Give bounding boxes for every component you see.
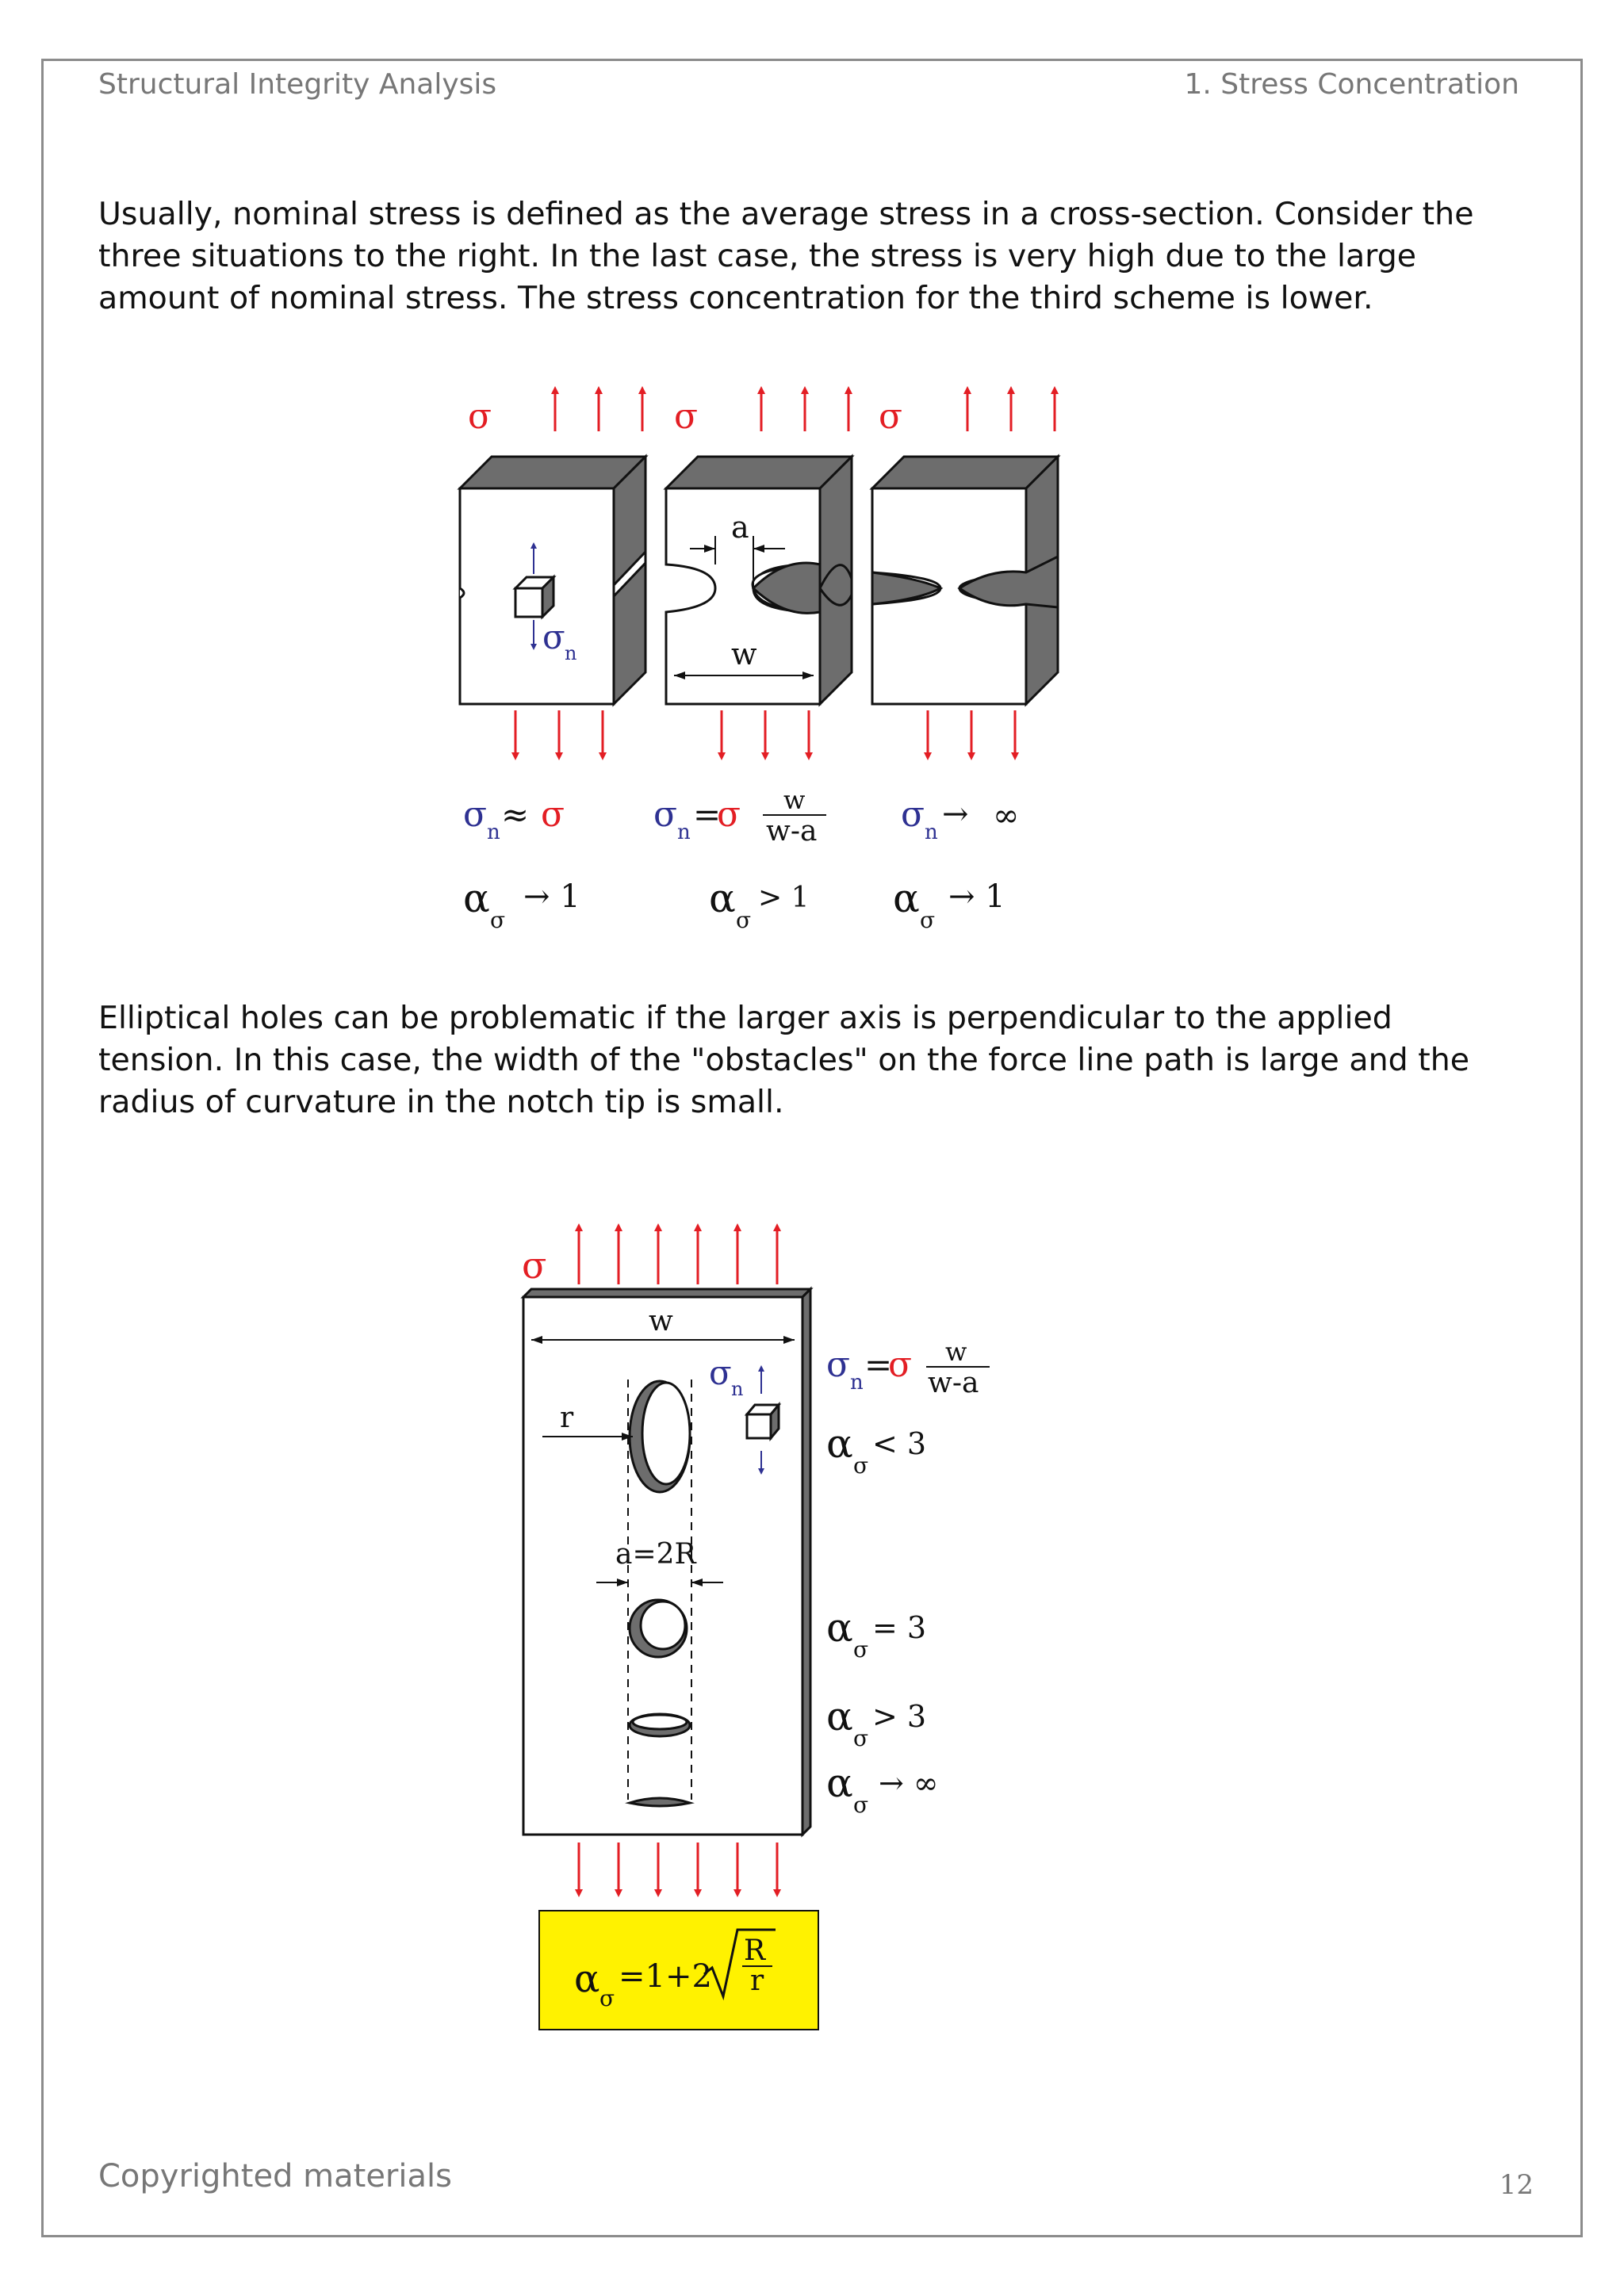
eq2-num: w [783,785,806,815]
eq2-sigma-n: σ [653,794,678,835]
plate-sigma-label: σ [522,1244,547,1287]
plate-label-a2R: a=2R [615,1538,696,1571]
top-arrows [555,390,1055,431]
eq2-sub-n: n [677,821,691,844]
label-a: a [731,510,749,545]
alpha-eq3-val: = 3 [872,1610,927,1645]
plate-label-r: r [560,1402,574,1434]
bottom-arrows [515,710,1015,756]
alpha3-val: → 1 [948,878,1005,915]
plate-top-arrows [579,1227,777,1284]
alpha-inf-val: → ∞ [879,1766,939,1800]
eq2-rel: = [693,795,722,834]
alpha-gt3-val: > 3 [872,1699,927,1734]
plate-eq-sigma: σ [888,1345,913,1385]
eq3-sigma-n: σ [901,794,925,835]
plate-eq-num: w [945,1337,967,1367]
alpha2-val: > 1 [758,882,810,914]
figure-plate-holes [508,1213,1110,2045]
alpha1: α [463,875,490,921]
alpha-lt3-sub: σ [853,1452,869,1479]
elliptical-hole-tall [630,1381,690,1492]
specimen-deep-notch [666,457,852,704]
sigma-n-label-1: σ [542,618,565,656]
sigma-label-1: σ [468,396,492,437]
nominal-stress-equations [463,785,1019,848]
label-w: w [731,637,757,672]
header-section: 1. Stress Concentration [1184,68,1519,101]
plate-bottom-arrows [579,1843,777,1893]
alpha-inf: α [826,1760,853,1806]
eq1-rel: ≈ [501,795,530,834]
alpha-gt3-sub: σ [853,1725,869,1751]
alpha1-val: → 1 [523,878,580,915]
plate-label-w: w [649,1305,673,1337]
eq3-rel: → [942,796,969,832]
alpha-inf-sub: σ [853,1792,869,1818]
plate-sigma-n: σ [709,1353,732,1392]
formula-sub: σ [599,1985,615,2011]
plate-equations [826,1337,990,1818]
plate-sigma-n-sub: n [731,1378,744,1400]
sigma-label-2: σ [674,396,699,437]
plate-eq-sigma-n: σ [826,1345,851,1385]
alpha-eq3-sub: σ [853,1636,869,1663]
eq2-den: w-a [766,815,818,848]
formula-r: r [750,1965,764,1997]
alpha3: α [893,875,920,921]
formula-prefix: =1+2 [619,1958,712,1995]
specimen-small-notch [460,457,645,704]
alpha3-sub: σ [920,907,936,933]
alpha-lt3: α [826,1421,853,1467]
paragraph-nominal-stress: Usually, nominal stress is defined as the average stress in a cross-section. Consider the three situations to the right. In the last case, the stress is very high due to the large amount of nominal stress. The stress concentration for the third scheme is lower. [98,196,1474,316]
header-title: Structural Integrity Analysis [98,68,497,101]
plate-eq-sub-n: n [850,1371,864,1395]
alpha-eq3: α [826,1605,853,1651]
alpha-equations [463,875,1005,933]
page-number: 12 [1499,2169,1534,2201]
eq3-sub-n: n [925,821,938,844]
eq3-val: ∞ [993,798,1020,834]
footer-copyright: Copyrighted materials [98,2158,452,2195]
formula-R: R [744,1934,766,1967]
figure-three-specimens [444,381,1094,951]
plate-eq-rel: = [864,1345,893,1384]
elliptical-hole-flat [630,1714,690,1736]
eq1-sub-n: n [487,821,500,844]
formula-alpha: α [574,1957,600,2001]
circular-hole [630,1600,687,1657]
eq2-sigma: σ [717,794,741,835]
alpha2: α [709,875,736,921]
alpha1-sub: σ [490,907,506,933]
alpha2-sub: σ [736,907,752,933]
paragraph-elliptical-holes: Elliptical holes can be problematic if the larger axis is perpendicular to the applied tension. In this case, the width of the "obstacles" on the force line path is large and the radius of curvature in the notch tip is small. [98,1000,1470,1120]
alpha-lt3-val: < 3 [872,1426,927,1461]
eq1-sigma-n: σ [463,794,488,835]
formula-box [539,1911,818,2030]
sigma-n-sub-1: n [565,642,577,664]
alpha-gt3: α [826,1693,853,1739]
specimen-crack [872,457,1058,704]
crack-slit [630,1798,690,1806]
sigma-label-3: σ [879,396,903,437]
eq1-sigma: σ [541,794,565,835]
plate-eq-den: w-a [928,1367,979,1399]
